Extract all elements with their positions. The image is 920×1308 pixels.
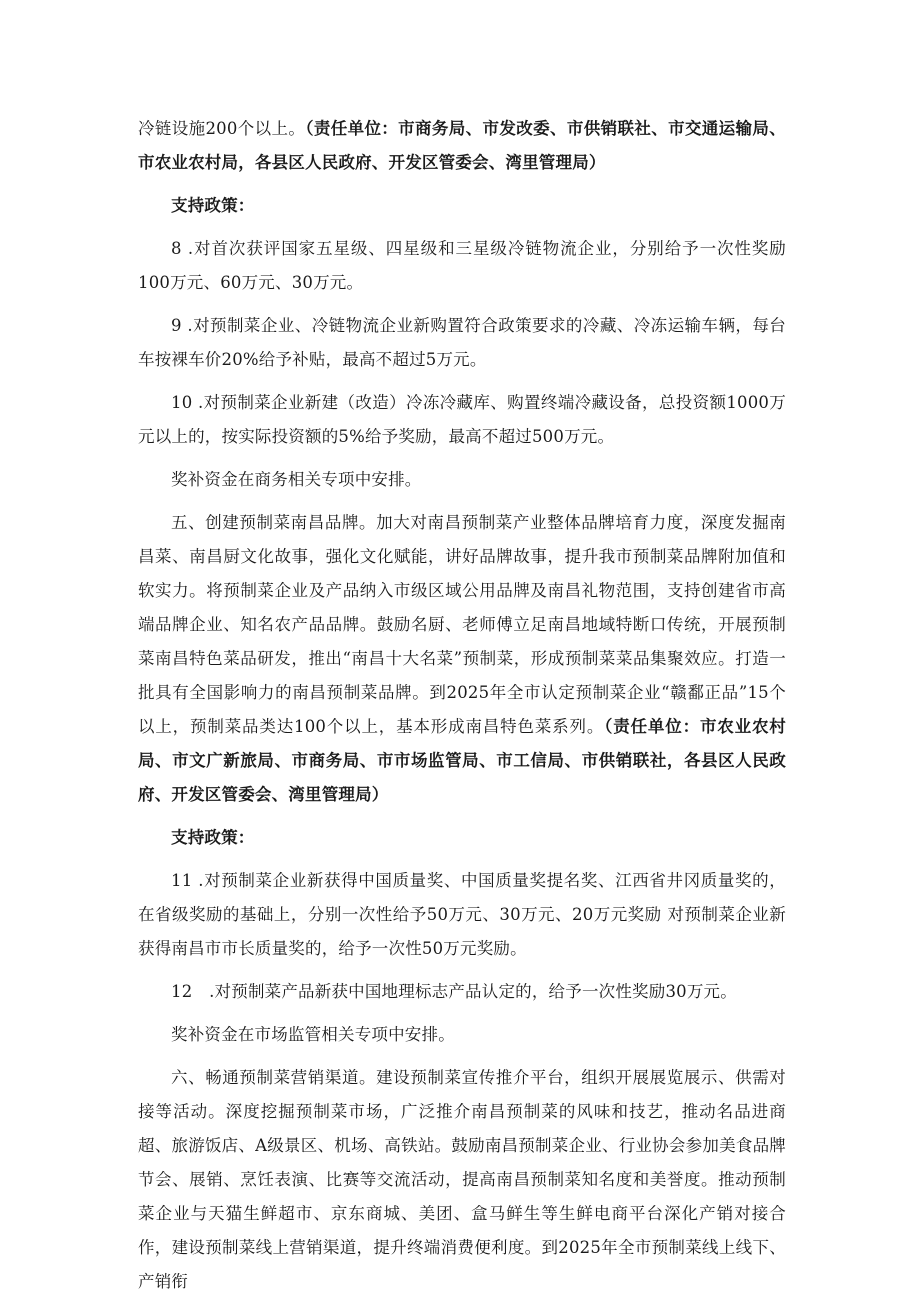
funding-note: 奖补资金在商务相关专项中安排。: [171, 470, 422, 489]
support-policy-heading: 支持政策：: [171, 828, 255, 847]
section-6-paragraph: 六、畅通预制菜营销渠道。建设预制菜宣传推介平台，组织开展展览展示、供需对接等活动。深度挖掘预制菜市场，广泛推介南昌预制菜的风味和技艺，推动名品进商超、旅游饭店、A级景区、机场、高铁站。鼓励南昌预制菜企业、行业协会参加美食品牌节会、展销、烹饪表演、比赛等交流活动，提高南昌预制菜知名度和美誉度。推动预制菜企业与天猫生鲜超市、京东商城、美团、盒马鲜生等生鲜电商平台深化产销对接合作，建设预制菜线上营销渠道，提升终端消费便利度。到2025年全市预制菜线上线下、产销衔: [138, 1068, 786, 1291]
policy-item-8: 8 .对首次获评国家五星级、四星级和三星级冷链物流企业，分别给予一次性奖励100万元、60万元、30万元。: [138, 239, 786, 292]
responsibility-units: （责任单位：市农业农村局、市文广新旅局、市商务局、市市场监管局、市工信局、市供销联社，各县区人民政府、开发区管委会、湾里管理局）: [138, 717, 786, 804]
funding-note: 奖补资金在市场监管相关专项中安排。: [171, 1025, 455, 1044]
paragraph-text: 冷链设施200个以上。: [138, 119, 306, 138]
policy-item-9: 9 .对预制菜企业、冷链物流企业新购置符合政策要求的冷藏、冷冻运输车辆，每台车按裸车价20%给予补贴，最高不超过5万元。: [138, 316, 786, 369]
support-policy-heading: 支持政策：: [171, 196, 255, 215]
section-5-text: 五、创建预制菜南昌品牌。加大对南昌预制菜产业整体品牌培育力度，深度发掘南昌菜、南昌厨文化故事，强化文化赋能，讲好品牌故事，提升我市预制菜品牌附加值和软实力。将预制菜企业及产品纳入市级区域公用品牌及南昌礼物范围，支持创建省市高端品牌企业、知名农产品品牌。鼓励名厨、老师傅立足南昌地域特断口传统，开展预制菜南昌特色菜品研发，推出“南昌十大名菜”预制菜，形成预制菜菜品集聚效应。打造一批具有全国影响力的南昌预制菜品牌。到2025年全市认定预制菜企业“赣鄱正品”15个以上，预制菜品类达100个以上，基本形成南昌特色菜系列。: [138, 513, 786, 736]
responsibility-units: （责任单位：市商务局、市发改委、市供销联社、市交通运输局、市农业农村局，各县区人民政府、开发区管委会、湾里管理局）: [138, 119, 786, 172]
policy-item-11: 11 .对预制菜企业新获得中国质量奖、中国质量奖提名奖、江西省井冈质量奖的，在省级奖励的基础上，分别一次性给予50万元、30万元、20万元奖励 对预制菜企业新获得南昌市市长质量奖的，给予一次性50万元奖励。: [138, 871, 786, 958]
section-5-paragraph: [138, 506, 786, 812]
policy-item-10: 10 .对预制菜企业新建（改造）冷冻冷藏库、购置终端冷藏设备，总投资额1000万元以上的，按实际投资额的5%给予奖励，最高不超过500万元。: [138, 393, 786, 446]
policy-item-12: 12 .对预制菜产品新获中国地理标志产品认定的，给予一次性奖励30万元。: [171, 982, 737, 1001]
paragraph-cold-chain-tail: [138, 112, 786, 180]
document-page: [138, 112, 786, 1308]
